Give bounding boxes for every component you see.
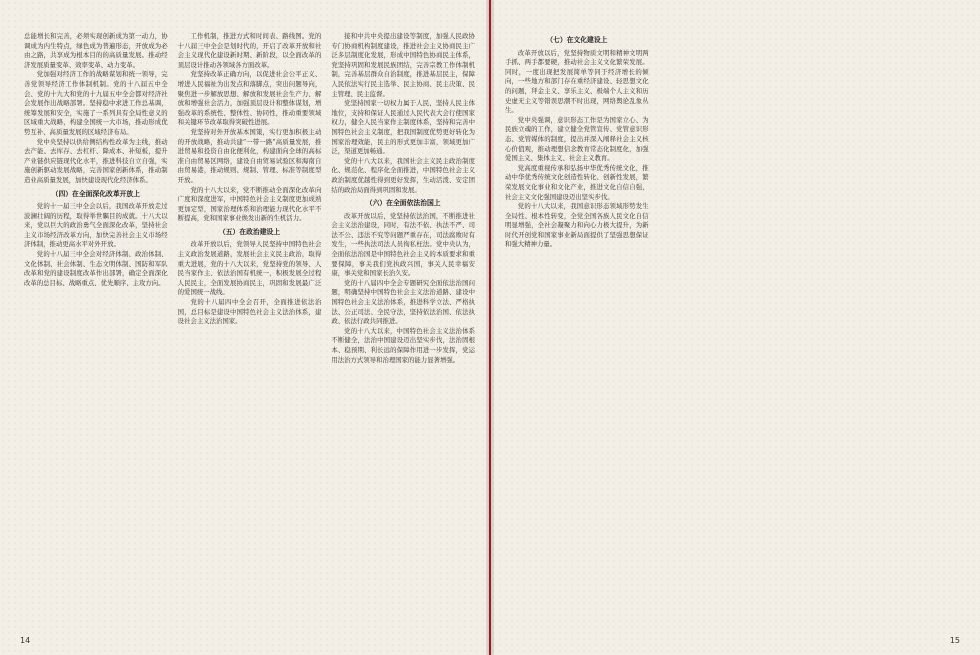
section-heading: （五）在政治建设上 bbox=[218, 227, 281, 236]
paragraph: 党坚持国家一切权力属于人民，坚持人民主体地位，支持和保证人民通过人民代表大会行使国家权力，健全人民当家作主制度体系，坚持和完善中国特色社会主义制度，把我国制度优势更好转化为国家治理效能，民主的形式更加丰富，领域更加广泛，渠道更加畅通。 bbox=[331, 99, 476, 156]
right-page-columns bbox=[505, 32, 956, 631]
left-column-3 bbox=[331, 32, 475, 631]
section-heading: （七）在文化建设上 bbox=[546, 36, 608, 44]
paragraph: 党的十一届三中全会以后，我国改革开放走过波澜壮阔的历程，取得举世瞩目的成就。十八大以来，党以巨大的政治勇气全面深化改革，坚持社会主义市场经济改革方向，加快完善社会主义市场经济体制，推动更高水平对外开放。 bbox=[24, 202, 168, 249]
paragraph: 改革开放以后，党坚持物质文明和精神文明两手抓、两手都要硬，推动社会主义文化繁荣发展。同时，一度出现把发展简单等同于经济增长的倾向，一些地方和部门存在重经济建设、轻思想文化的问题，拜金主义、享乐主义、极端个人主义和历史虚无主义等错误思潮不时出现，网络舆论乱象丛生。 bbox=[505, 48, 649, 115]
paragraph: 党中央坚持以供给侧结构性改革为主线，推动去产能、去库存、去杠杆、降成本、补短板，提升产业链供应链现代化水平，推进科技自立自强，实施创新驱动发展战略，完善国家创新体系，推动制造业高质量发展，加快建设现代化经济体系。 bbox=[24, 137, 168, 184]
paragraph: 党坚持对外开放基本国策，实行更加积极主动的开放战略，推动共建“一带一路”高质量发展，推进贸易和投资自由化便利化，构建面向全球的高标准自由贸易区网络，建设自由贸易试验区和海南自由贸易港，推动规则、规制、管理、标准等制度型开放。 bbox=[177, 127, 322, 184]
page-number: 15 bbox=[949, 636, 960, 645]
paragraph: 工作机制，推进方式和时间表、路线图。党的十八届三中全会是划时代的，开启了改革开放和社会主义现代化建设新时期、新阶段，以全面改革的顶层设计推动各领域各方面改革。 bbox=[177, 32, 322, 69]
section-heading: （六）在全面依法治国上 bbox=[365, 199, 441, 208]
paragraph: 总能增长和完善，必须实现创新成为第一动力，协调成为内生特点，绿色成为普遍形态，开放成为必由之路，共享成为根本目的的高质量发展。推动经济发展质量变革、效率变革、动力变革。 bbox=[24, 32, 168, 69]
paragraph: 党的十八届四中全会专题研究全面依法治国问题，明确坚持中国特色社会主义法治道路、建设中国特色社会主义法治体系，推进科学立法、严格执法、公正司法、全民守法，坚持依法治国、依法执政、依法行政共同推进。 bbox=[331, 278, 476, 326]
right-column-3 bbox=[812, 32, 956, 631]
paragraph: 改革开放以后，党领导人民坚持中国特色社会主义政治发展道路，发展社会主义民主政治，取得重大进展，党的十八大以来，党坚持党的领导、人民当家作主、依法治国有机统一，积极发展全过程人民民主，全面发展协商民主，巩固和发展最广泛的爱国统一战线。 bbox=[177, 240, 322, 297]
left-page-columns bbox=[24, 32, 475, 631]
paragraph: 党的十八大以来，中国特色社会主义法治体系不断健全，法治中国建设迈出坚实步伐，法治固根本、稳预期、利长远的保障作用进一步发挥，党运用法治方式领导和治理国家的能力显著增强。 bbox=[331, 326, 476, 364]
page-number: 14 bbox=[20, 636, 31, 645]
right-column-2 bbox=[659, 32, 803, 631]
paragraph: 党的十八大以来，党不断推动全面深化改革向广度和深度进军，中国特色社会主义制度更加成熟更加定型，国家治理体系和治理能力现代化水平不断提高，党和国家事业焕发出新的生机活力。 bbox=[177, 185, 322, 223]
paragraph: 党的十八届四中全会召开，全面推进依法治国，总目标是建设中国特色社会主义法治体系，建设社会主义法治国家。 bbox=[177, 298, 322, 326]
left-column-2 bbox=[178, 32, 322, 631]
section-heading: （四）在全面深化改革开放上 bbox=[51, 189, 141, 198]
paragraph: 接和中共中央提出建设等制度，加强人民政协专门协商机构制度建设，推进社会主义协商民主广泛多层制度化发展，形成中国特色协商民主体系，党坚持巩固和发展民族团结，完善宗教工作体制机制，完善基层群众自治制度，推进基层民主，保障人民依法实行民主选举、民主协商、民主决策、民主管理、民主监督。 bbox=[331, 32, 476, 98]
right-column-1 bbox=[505, 32, 649, 631]
left-page bbox=[0, 0, 489, 655]
paragraph: 党的十八届三中全会对经济体制、政治体制、文化体制、社会体制、生态文明体制、国防和军队改革和党的建设制度改革作出部署，确定全面深化改革的总目标、战略重点、优先顺序、主攻方向。 bbox=[24, 250, 168, 287]
spine-gutter bbox=[486, 0, 494, 655]
paragraph: 党坚持改革正确方向，以促进社会公平正义、增进人民福祉为出发点和落脚点，突出问题导向，聚焦进一步解放思想、解放和发展社会生产力、解放和增强社会活力，加强顶层设计和整体谋划，增强改革的系统性、整体性、协同性，推动重要领域和关键环节改革取得突破性进展。 bbox=[177, 70, 322, 127]
paragraph: 改革开放以后，党坚持依法治国，不断推进社会主义法治建设，同时，有法不依、执法不严、司法不公、违法不究等问题严重存在，司法腐败时有发生，一些执法司法人员徇私枉法。党中央认为，全面依法治国是中国特色社会主义的本质要求和重要保障，事关我们党执政兴国，事关人民幸福安康，事关党和国家长治久安。 bbox=[331, 211, 476, 278]
right-page bbox=[491, 0, 980, 655]
paragraph: 党的十八大以来，我国意识形态领域形势发生全局性、根本性转变，全党全国各族人民文化自信明显增强，全社会凝聚力和向心力极大提升，为新时代开创党和国家事业新局面提供了坚强思想保证和强大精神力量。 bbox=[505, 202, 649, 249]
paragraph: 党加强对经济工作的战略谋划和统一领导，完善党领导经济工作体制机制。党的十八届五中全会、党的十九大和党的十九届五中全会都对经济社会发展作出战略部署。坚持稳中求进工作总基调，统筹发展和安全，实施了一系列具有全局性意义的区域重大战略，构建全国统一大市场，推动形成优势互补、高质量发展的区域经济布局。 bbox=[24, 70, 168, 136]
paragraph: 党的十八大以来，我国社会主义民主政治制度化、规范化、程序化全面推进，中国特色社会主义政治制度优越性得到更好发挥，生动活泼、安定团结的政治局面得到巩固和发展。 bbox=[331, 156, 476, 194]
paragraph: 党高度重视传承和弘扬中华优秀传统文化，推动中华优秀传统文化创造性转化、创新性发展，繁荣发展文化事业和文化产业，推进文化自信自强，社会主义文化强国建设迈出坚实步伐。 bbox=[505, 163, 649, 201]
left-column-1 bbox=[24, 32, 168, 631]
paragraph: 党中央强调，意识形态工作是为国家立心、为民族立魂的工作，建立健全党管宣传、党管意识形态、党管媒体的制度，提出并深入阐释社会主义核心价值观，推动理想信念教育常态化制度化，加强爱国主义、集体主义、社会主义教育。 bbox=[505, 115, 649, 163]
